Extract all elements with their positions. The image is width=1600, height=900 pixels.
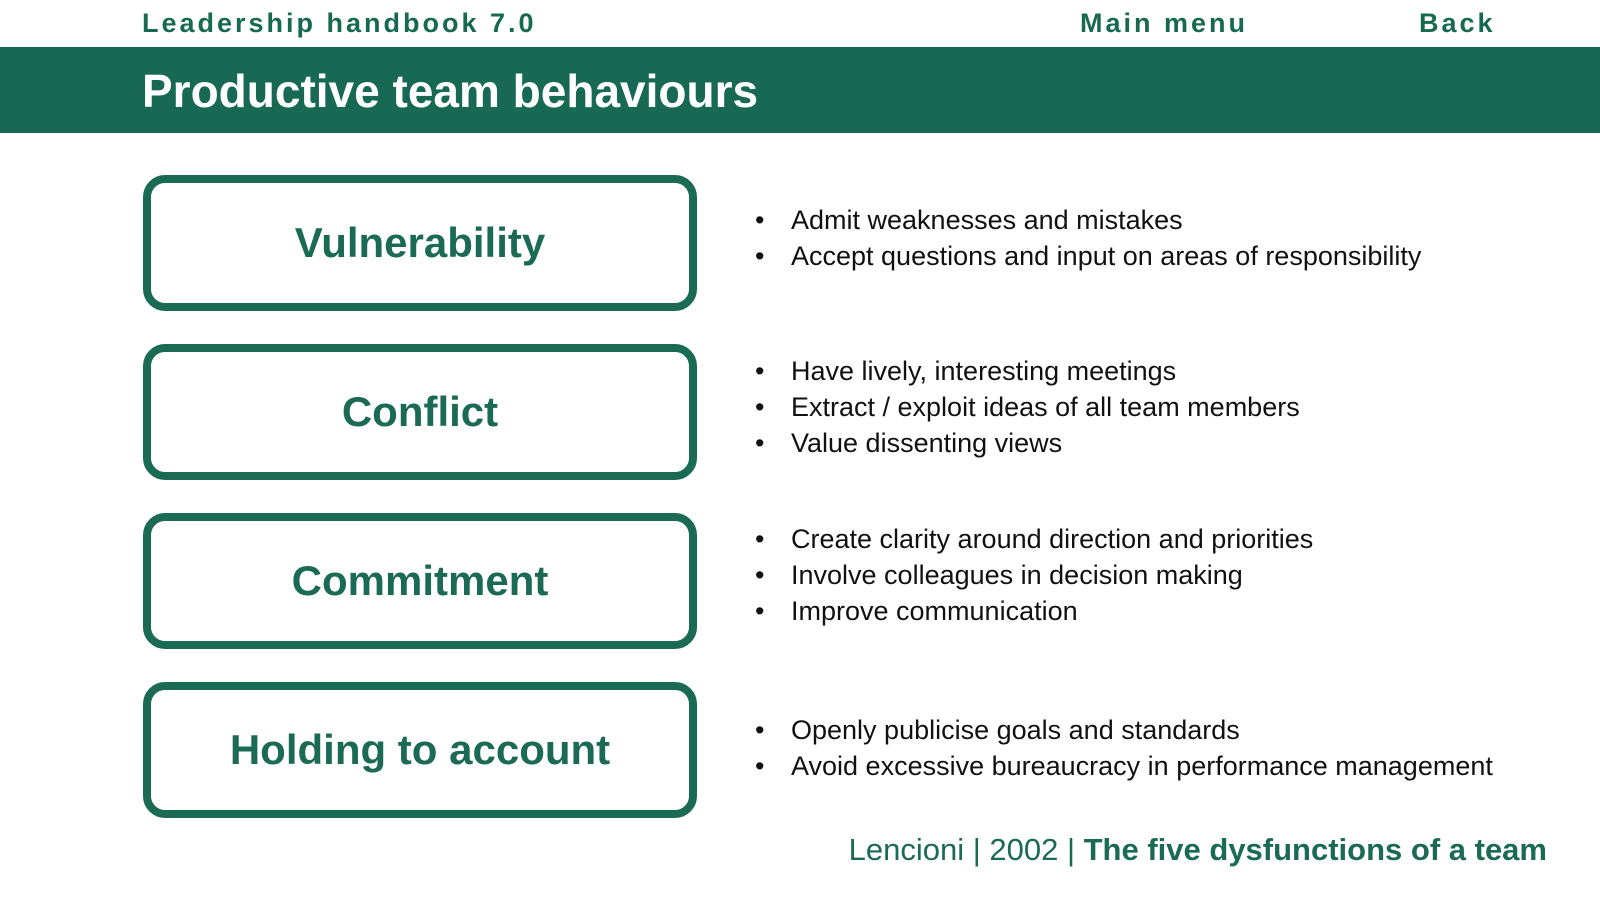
behaviour-row-vulnerability [0, 175, 1600, 311]
top-navigation [0, 0, 1600, 47]
behaviour-box-commitment [143, 513, 697, 649]
source-citation [849, 832, 1547, 868]
citation-separator: | [964, 832, 990, 867]
bullet-item: • Create clarity around direction and priorities [755, 521, 1313, 557]
behaviour-row-conflict [0, 344, 1600, 480]
behaviour-bullets [755, 521, 1313, 629]
page-title: Productive team behaviours [142, 65, 759, 117]
bullet-item: • Avoid excessive bureaucracy in performance management [755, 748, 1493, 784]
behaviour-label: Holding to account [229, 726, 611, 773]
behaviour-box-vulnerability [143, 175, 697, 311]
behaviour-label: Vulnerability [294, 219, 546, 266]
behaviour-bullets [755, 202, 1421, 274]
bullet-item: • Involve colleagues in decision making [755, 557, 1313, 593]
behaviour-bullets [755, 353, 1300, 461]
behaviour-bullets [755, 712, 1493, 784]
title-banner [0, 47, 1600, 133]
bullet-item: • Improve communication [755, 593, 1313, 629]
behaviour-row-holding-to-account [0, 682, 1600, 818]
behaviour-label: Commitment [291, 557, 549, 604]
citation-year: 2002 [989, 832, 1059, 867]
bullet-item: • Openly publicise goals and standards [755, 712, 1493, 748]
bullet-item: • Have lively, interesting meetings [755, 353, 1300, 389]
citation-author: Lencioni [848, 832, 965, 867]
bullet-item: • Accept questions and input on areas of responsibility [755, 238, 1421, 274]
bullet-item: • Extract / exploit ideas of all team members [755, 389, 1300, 425]
citation-book-title: The five dysfunctions of a team [1083, 832, 1547, 867]
handbook-title: Leadership handbook 7.0 [142, 8, 537, 38]
main-menu-link[interactable]: Main menu [1080, 8, 1249, 38]
back-link[interactable]: Back [1419, 8, 1496, 38]
citation-separator: | [1058, 832, 1084, 867]
bullet-item: • Value dissenting views [755, 425, 1300, 461]
behaviour-box-conflict [143, 344, 697, 480]
behaviour-row-commitment [0, 513, 1600, 649]
behaviour-box-holding-to-account [143, 682, 697, 818]
behaviour-label: Conflict [341, 388, 499, 435]
bullet-item: • Admit weaknesses and mistakes [755, 202, 1421, 238]
